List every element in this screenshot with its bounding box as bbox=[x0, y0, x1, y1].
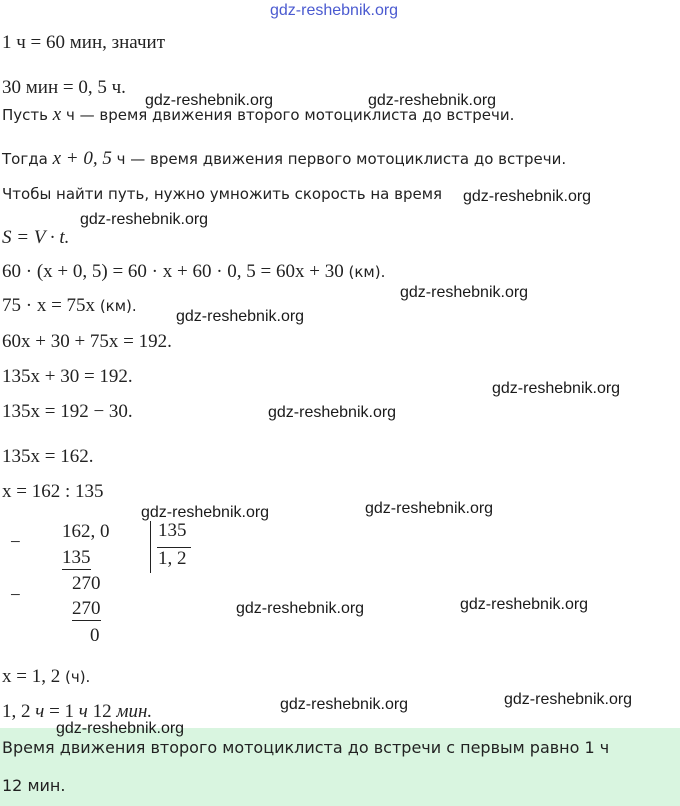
watermark: gdz-reshebnik.org bbox=[268, 404, 397, 421]
watermark: gdz-reshebnik.org bbox=[460, 596, 589, 613]
conversion-c: = 1 bbox=[44, 701, 79, 722]
line-8-expr: 75 · x = 75x bbox=[2, 295, 96, 316]
division-subtrahend-1: 135 bbox=[62, 547, 91, 568]
line-1: 1 ч = 60 мин, значит bbox=[2, 32, 166, 53]
watermark: gdz-reshebnik.org bbox=[400, 284, 529, 301]
answer-line-1: Время движения второго мотоциклиста до встречи с первым равно 1 ч bbox=[2, 738, 610, 757]
watermark: gdz-reshebnik.org bbox=[463, 188, 592, 205]
conversion-f: мин. bbox=[116, 701, 153, 722]
conversion-e: 12 bbox=[87, 701, 117, 722]
top-watermark: gdz-reshebnik.org bbox=[270, 2, 399, 19]
line-3-var: x bbox=[52, 104, 62, 125]
line-4-expr: x + 0, 5 bbox=[52, 148, 112, 169]
equation-1: 60x + 30 + 75x = 192. bbox=[2, 331, 172, 352]
division-subtrahend-2: 270 bbox=[72, 598, 101, 619]
watermark: gdz-reshebnik.org bbox=[236, 600, 365, 617]
conversion-a: 1, 2 bbox=[2, 701, 36, 722]
conversion-d: ч bbox=[78, 701, 88, 722]
line-7-expr: 60 · (x + 0, 5) = 60 · x + 60 · 0, 5 = 60x + 30 bbox=[2, 261, 344, 282]
division-minus-2: − bbox=[10, 585, 21, 606]
answer-box bbox=[0, 728, 680, 806]
watermark: gdz-reshebnik.org bbox=[504, 691, 633, 708]
line-2: 30 мин = 0, 5 ч. bbox=[2, 77, 126, 98]
watermark: gdz-reshebnik.org bbox=[368, 92, 497, 109]
equation-2: 135x + 30 = 192. bbox=[2, 366, 133, 387]
line-3-a: Пусть bbox=[2, 106, 53, 124]
result-expr: x = 1, 2 bbox=[2, 666, 61, 687]
result-unit: (ч). bbox=[60, 668, 91, 686]
division-quotient: 1, 2 bbox=[158, 548, 187, 569]
watermark: gdz-reshebnik.org bbox=[80, 211, 209, 228]
line-8-unit: (км). bbox=[95, 297, 137, 315]
answer-line-2: 12 мин. bbox=[2, 776, 66, 795]
line-5: Чтобы найти путь, нужно умножить скорость на время bbox=[2, 185, 443, 203]
division-minus-1: − bbox=[10, 532, 21, 553]
watermark: gdz-reshebnik.org bbox=[280, 696, 409, 713]
conversion-b: ч bbox=[35, 701, 45, 722]
division-dividend: 162, 0 bbox=[62, 521, 110, 542]
watermark: gdz-reshebnik.org bbox=[365, 500, 494, 517]
line-7-unit: (км). bbox=[343, 263, 386, 281]
watermark: gdz-reshebnik.org bbox=[145, 92, 274, 109]
division-vertical-line bbox=[150, 521, 151, 573]
watermark: gdz-reshebnik.org bbox=[141, 504, 270, 521]
division-remainder-2: 0 bbox=[90, 625, 100, 646]
watermark: gdz-reshebnik.org bbox=[176, 308, 305, 325]
equation-5: x = 162 : 135 bbox=[2, 481, 104, 502]
watermark: gdz-reshebnik.org bbox=[56, 720, 185, 737]
line-4 bbox=[2, 148, 566, 170]
watermark: gdz-reshebnik.org bbox=[492, 380, 621, 397]
line-4-a: Тогда bbox=[2, 150, 53, 168]
equation-4: 135x = 162. bbox=[2, 446, 94, 467]
line-7 bbox=[2, 261, 385, 283]
result-line bbox=[2, 666, 90, 688]
line-6-formula: S = V · t. bbox=[2, 227, 70, 248]
division-remainder-1: 270 bbox=[72, 573, 101, 594]
line-8 bbox=[2, 295, 137, 317]
line-3-c: ч — время движения второго мотоциклиста до встречи. bbox=[61, 106, 515, 124]
division-divisor: 135 bbox=[158, 520, 187, 541]
line-4-c: ч — время движения первого мотоциклиста до встречи. bbox=[111, 150, 567, 168]
equation-3: 135x = 192 − 30. bbox=[2, 401, 133, 422]
